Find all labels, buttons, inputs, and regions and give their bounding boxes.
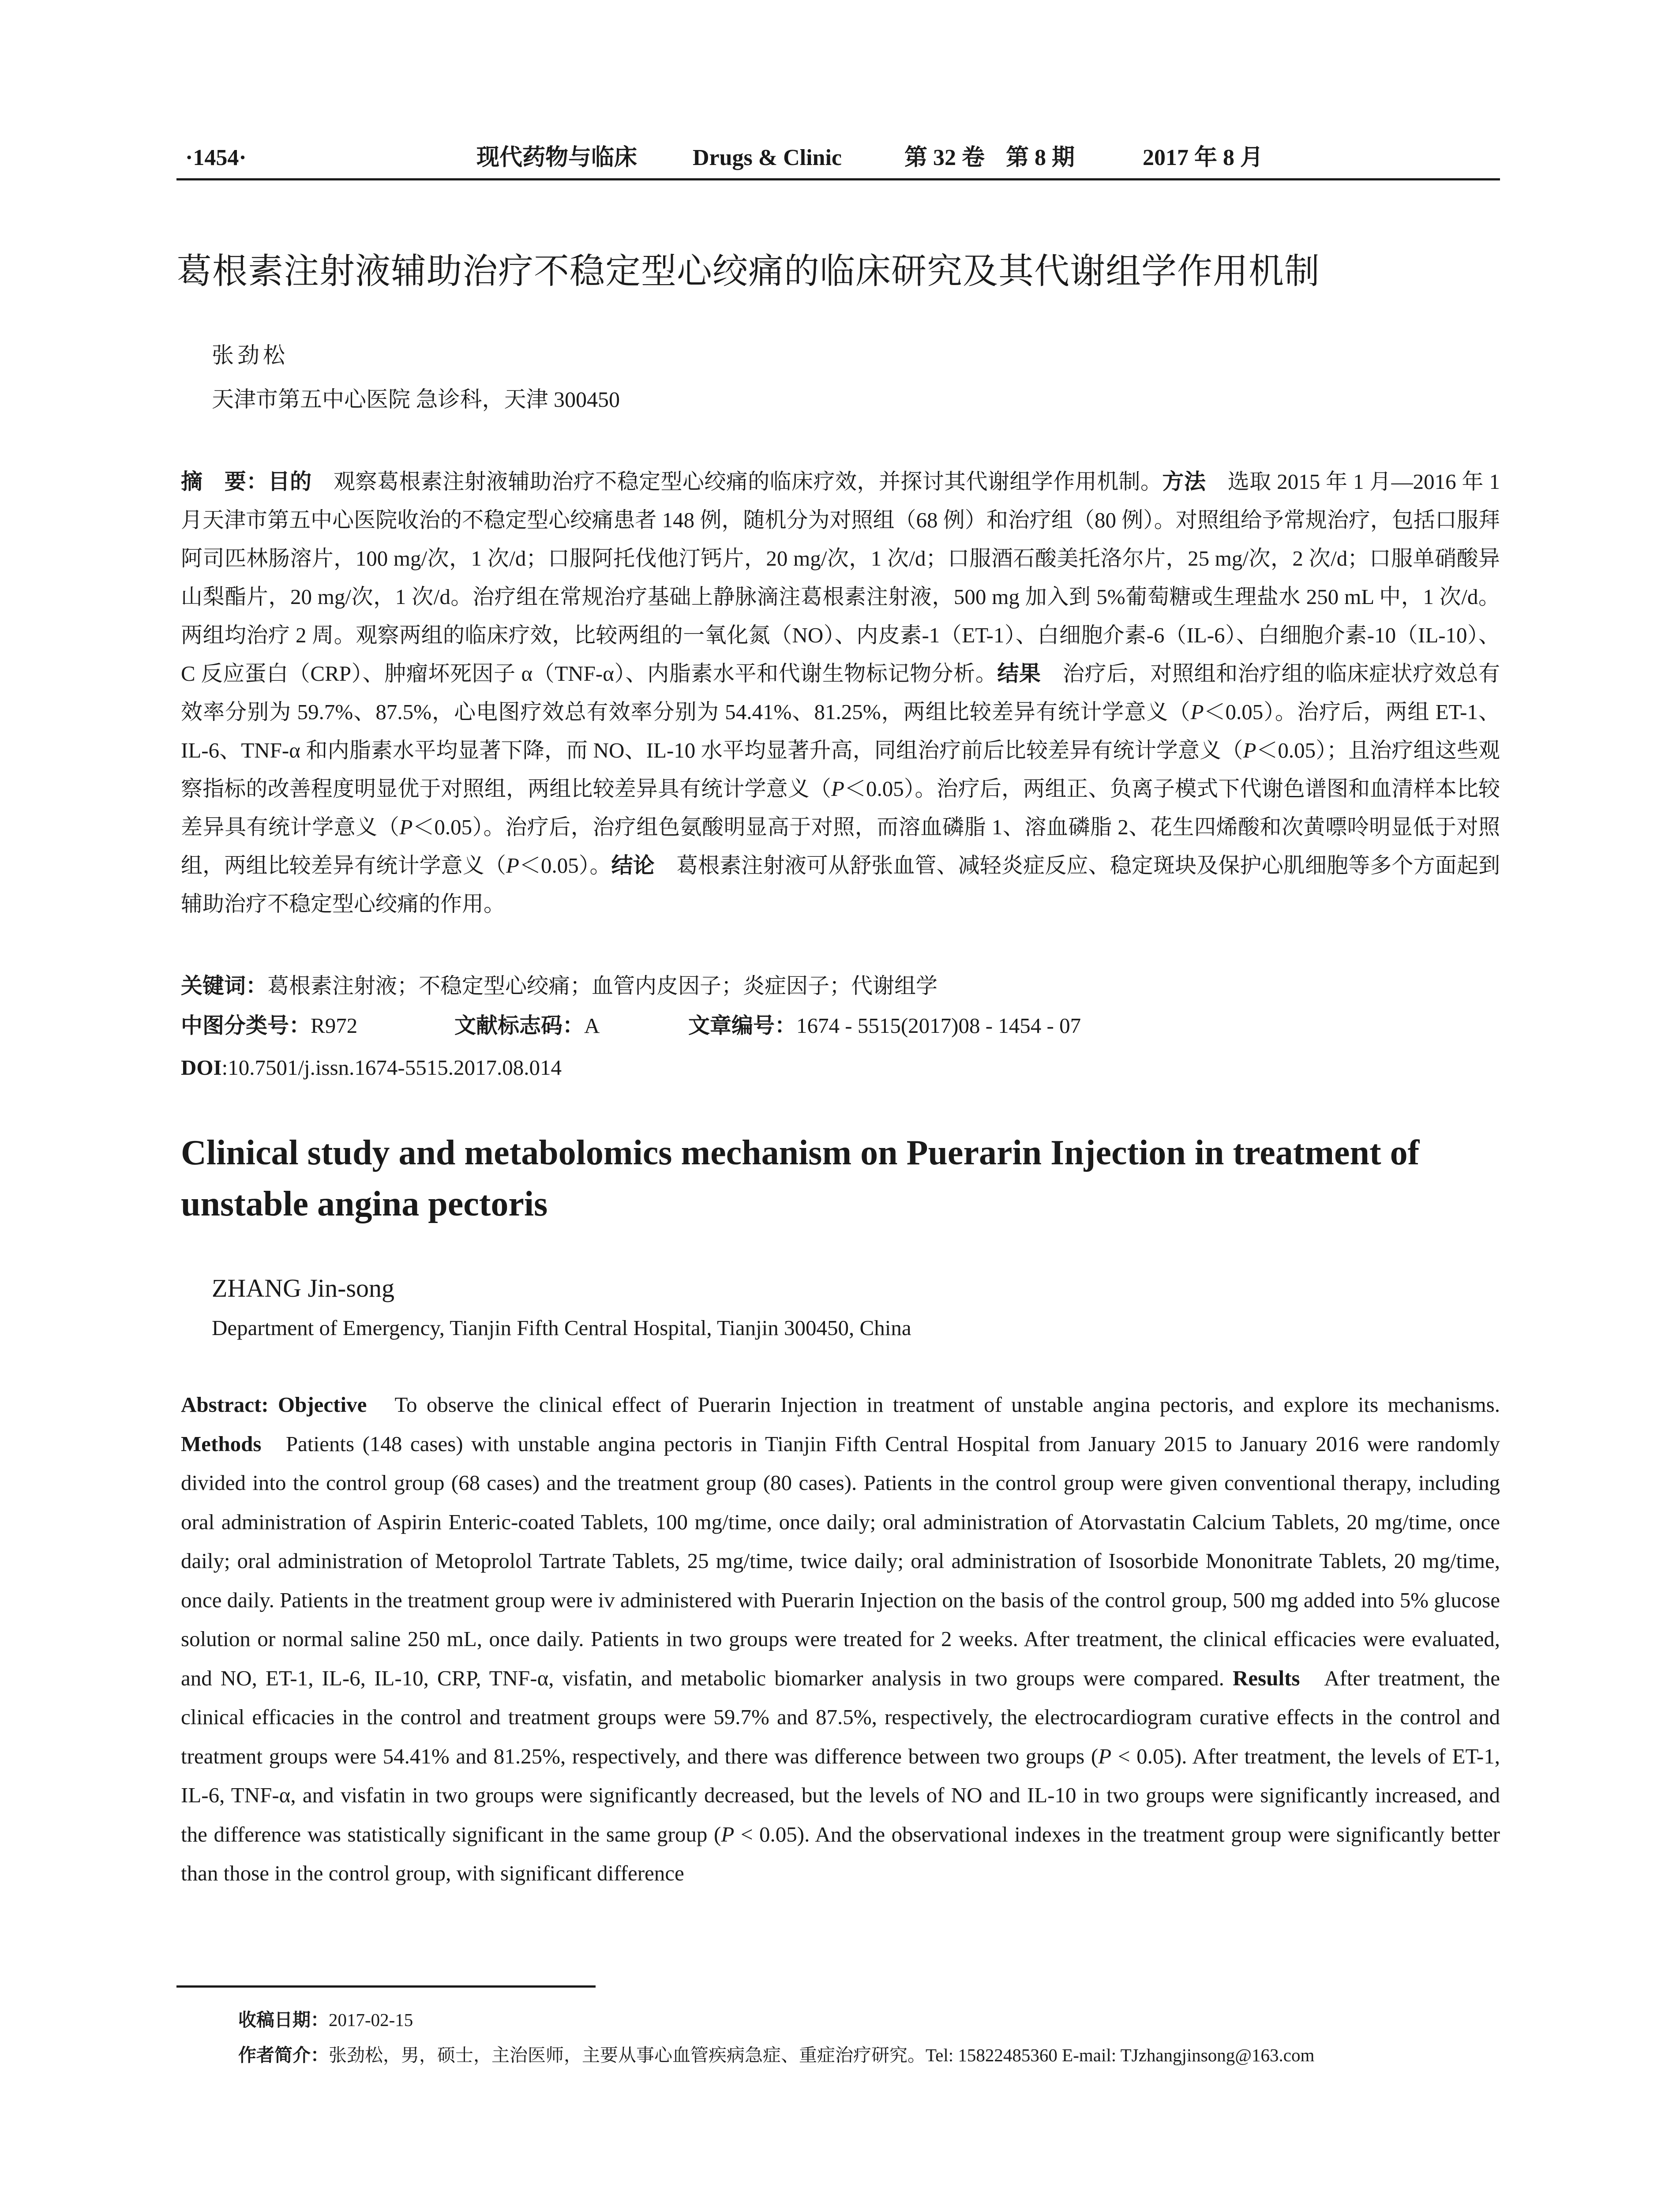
- abstract-label-cn: 摘 要：: [181, 469, 268, 494]
- p-value-symbol: P: [1190, 700, 1204, 724]
- results-text-en: After treatment, the clinical efficacies in the control and treatment groups were 59.7% and 87.5%, respectively, the electrocardiogram curative effects in the control and treatment groups were 54.41% and 81.25%, respectively, and there was difference between two groups (: [181, 1666, 1500, 1768]
- methods-label-cn: 方法: [1162, 469, 1206, 494]
- abstract-cn: [181, 462, 1500, 923]
- author-en: ZHANG Jin-song: [212, 1274, 395, 1302]
- article-title-en: Clinical study and metabolomics mechanism on Puerarin Injection in treatment of unstable angina pectoris: [181, 1133, 1420, 1223]
- p-value-symbol: P: [506, 853, 519, 878]
- results-text-cn: ＜0.05）；且治疗组这些观察指标的改善程度明显优于对照组，两组比较差异具有统计学意义（: [181, 738, 1500, 801]
- doi-label: DOI: [181, 1055, 222, 1080]
- clc-label: 中图分类号：: [181, 1013, 311, 1038]
- author-bio: [238, 2042, 1314, 2068]
- results-text-cn: ＜0.05）。: [519, 853, 611, 878]
- results-text-cn: 治疗后，对照组和治疗组的临床症状疗效总有效率分别为 59.7%、87.5%，心电图疗效总有效率分别为 54.41%、81.25%，两组比较差异有统计学意义（: [181, 661, 1500, 724]
- keywords-text-cn: 葛根素注射液；不稳定型心绞痛；血管内皮因子；炎症因子；代谢组学: [267, 974, 938, 998]
- methods-text-en: Patients (148 cases) with unstable angina pectoris in Tianjin Fifth Central Hospital from January 2015 to January 2016 were randomly divided into the control group (68 cases) and the treatment group (80 cases). Patients in the control group were given conventional therapy, including oral administration of Aspirin Enteric-coated Tablets, 100 mg/time, once daily; oral administration of Atorvastatin Calcium Tablets, 20 mg/time, once daily; oral administration of Metoprolol Tartrate Tablets, 25 mg/time, twice daily; oral administration of Isosorbide Mononitrate Tablets, 20 mg/time, once daily. Patients in the treatment group were iv administered with Puerarin Injection on the basis of the control group, 500 mg added into 5% glucose solution or normal saline 250 mL, once daily. Patients in two groups were treated for 2 weeks. After treatment, the clinical efficacies were evaluated, and NO, ET-1, IL-6, IL-10, CRP, TNF-α, visfatin, and metabolic biomarker analysis in two groups were compared.: [181, 1431, 1500, 1690]
- p-value-symbol: P: [399, 815, 413, 839]
- keywords-label-cn: 关键词：: [181, 973, 268, 998]
- keywords-cn: [181, 968, 938, 1004]
- author-bio-label: 作者简介：: [238, 2045, 329, 2066]
- page-number: ·1454·: [185, 145, 247, 170]
- affiliation-cn: 天津市第五中心医院 急诊科，天津 300450: [212, 387, 620, 412]
- received-value: 2017-02-15: [329, 2010, 413, 2030]
- document-code-value: A: [584, 1013, 600, 1038]
- objective-text-en: To observe the clinical effect of Puerarin Injection in treatment of unstable angina pectoris, and explore its mechanisms.: [394, 1392, 1500, 1417]
- article-title-cn: 葛根素注射液辅助治疗不稳定型心绞痛的临床研究及其代谢组学作用机制: [176, 251, 1320, 292]
- received-date: [238, 2007, 413, 2033]
- footnote-rule: [176, 1985, 596, 1988]
- p-value-symbol: P: [831, 777, 844, 801]
- conclusion-label-cn: 结论: [611, 853, 655, 878]
- results-text-en: < 0.05). And the observational indexes in the treatment group were significantly better than those in the control group, with significant difference: [181, 1822, 1500, 1885]
- article-number-value: 1674 - 5515(2017)08 - 1454 - 07: [796, 1013, 1081, 1038]
- article-number: [688, 1008, 1081, 1043]
- abstract-label-en: Abstract:: [181, 1392, 269, 1417]
- methods-label-en: Methods: [181, 1431, 262, 1456]
- author-cn: 张劲松: [212, 343, 289, 368]
- clc-number: [181, 1008, 357, 1043]
- results-text-en: < 0.05). After treatment, the levels of ET-1, IL-6, TNF-α, and visfatin in two groups were significantly decreased, but the levels of NO and IL-10 in two groups were significantly increased, and the difference was statistically significant in the same group (: [181, 1744, 1500, 1846]
- results-label-cn: 结果: [997, 661, 1041, 686]
- results-text-cn: ＜0.05）。治疗后，两组 ET-1、IL-6、TNF-α 和内脂素水平均显著下降，而 NO、IL-10 水平均显著升高，同组治疗前后比较差异有统计学意义（: [181, 700, 1500, 762]
- journal-name-cn: 现代药物与临床: [476, 145, 638, 170]
- article-number-label: 文章编号：: [688, 1013, 797, 1038]
- affiliation-en: Department of Emergency, Tianjin Fifth Central Hospital, Tianjin 300450, China: [212, 1316, 911, 1340]
- doi-value: :10.7501/j.issn.1674-5515.2017.08.014: [221, 1055, 562, 1080]
- results-label-en: Results: [1233, 1666, 1300, 1690]
- results-text-cn: ＜0.05）。治疗后，两组正、负离子模式下代谢色谱图和血清样本比较差异具有统计学意义（: [181, 777, 1500, 839]
- document-code: [454, 1008, 600, 1043]
- p-value-symbol: P: [1243, 738, 1256, 762]
- volume: 第 32 卷: [904, 145, 985, 170]
- objective-text-cn: 观察葛根素注射液辅助治疗不稳定型心绞痛的临床疗效，并探讨其代谢组学作用机制。: [334, 469, 1162, 494]
- issue: 第 8 期: [1006, 145, 1075, 170]
- issue-date: 2017 年 8 月: [1143, 145, 1264, 170]
- author-bio-text: 张劲松，男，硕士，主治医师，主要从事心血管疾病急症、重症治疗研究。Tel: 15822485360 E-mail: TJzhangjinsong@163.com: [329, 2045, 1315, 2065]
- abstract-en: [181, 1385, 1500, 1893]
- received-label: 收稿日期：: [238, 2009, 329, 2030]
- objective-label-cn: 目的: [268, 469, 312, 494]
- doi: [181, 1050, 562, 1085]
- journal-name-en: Drugs & Clinic: [693, 145, 842, 170]
- p-value-symbol: P: [1098, 1744, 1112, 1768]
- objective-label-en: Objective: [278, 1392, 367, 1417]
- p-value-symbol: P: [721, 1822, 735, 1846]
- methods-text-cn: 选取 2015 年 1 月—2016 年 1 月天津市第五中心医院收治的不稳定型心绞痛患者 148 例，随机分为对照组（68 例）和治疗组（80 例）。对照组给予常规治疗，包括口服拜阿司匹林肠溶片，100 mg/次，1 次/d；口服阿托伐他汀钙片，20 mg/次，1 次/d；口服酒石酸美托洛尔片，25 mg/次，2 次/d；口服单硝酸异山梨酯片，20 mg/次，1 次/d。治疗组在常规治疗基础上静脉滴注葛根素注射液，500 mg 加入到 5%葡萄糖或生理盐水 250 mL 中，1 次/d。两组均治疗 2 周。观察两组的临床疗效，比较两组的一氧化氮（NO）、内皮素-1（ET-1）、白细胞介素-6（IL-6）、白细胞介素-10（IL-10）、C 反应蛋白（CRP）、肿瘤坏死因子 α（TNF-α）、内脂素水平和代谢生物标记物分析。: [181, 469, 1500, 686]
- results-text-cn: ＜0.05）。治疗后，治疗组色氨酸明显高于对照，而溶血磷脂 1、溶血磷脂 2、花生四烯酸和次黄嘌呤明显低于对照组，两组比较差异有统计学意义（: [181, 815, 1500, 878]
- classification-line: [181, 1008, 1504, 1043]
- running-header: [176, 140, 1500, 176]
- header-rule: [176, 178, 1500, 180]
- conclusion-text-cn: 葛根素注射液可从舒张血管、减轻炎症反应、稳定斑块及保护心肌细胞等多个方面起到辅助治疗不稳定型心绞痛的作用。: [181, 853, 1500, 916]
- document-code-label: 文献标志码：: [454, 1013, 585, 1038]
- clc-value: R972: [311, 1013, 358, 1038]
